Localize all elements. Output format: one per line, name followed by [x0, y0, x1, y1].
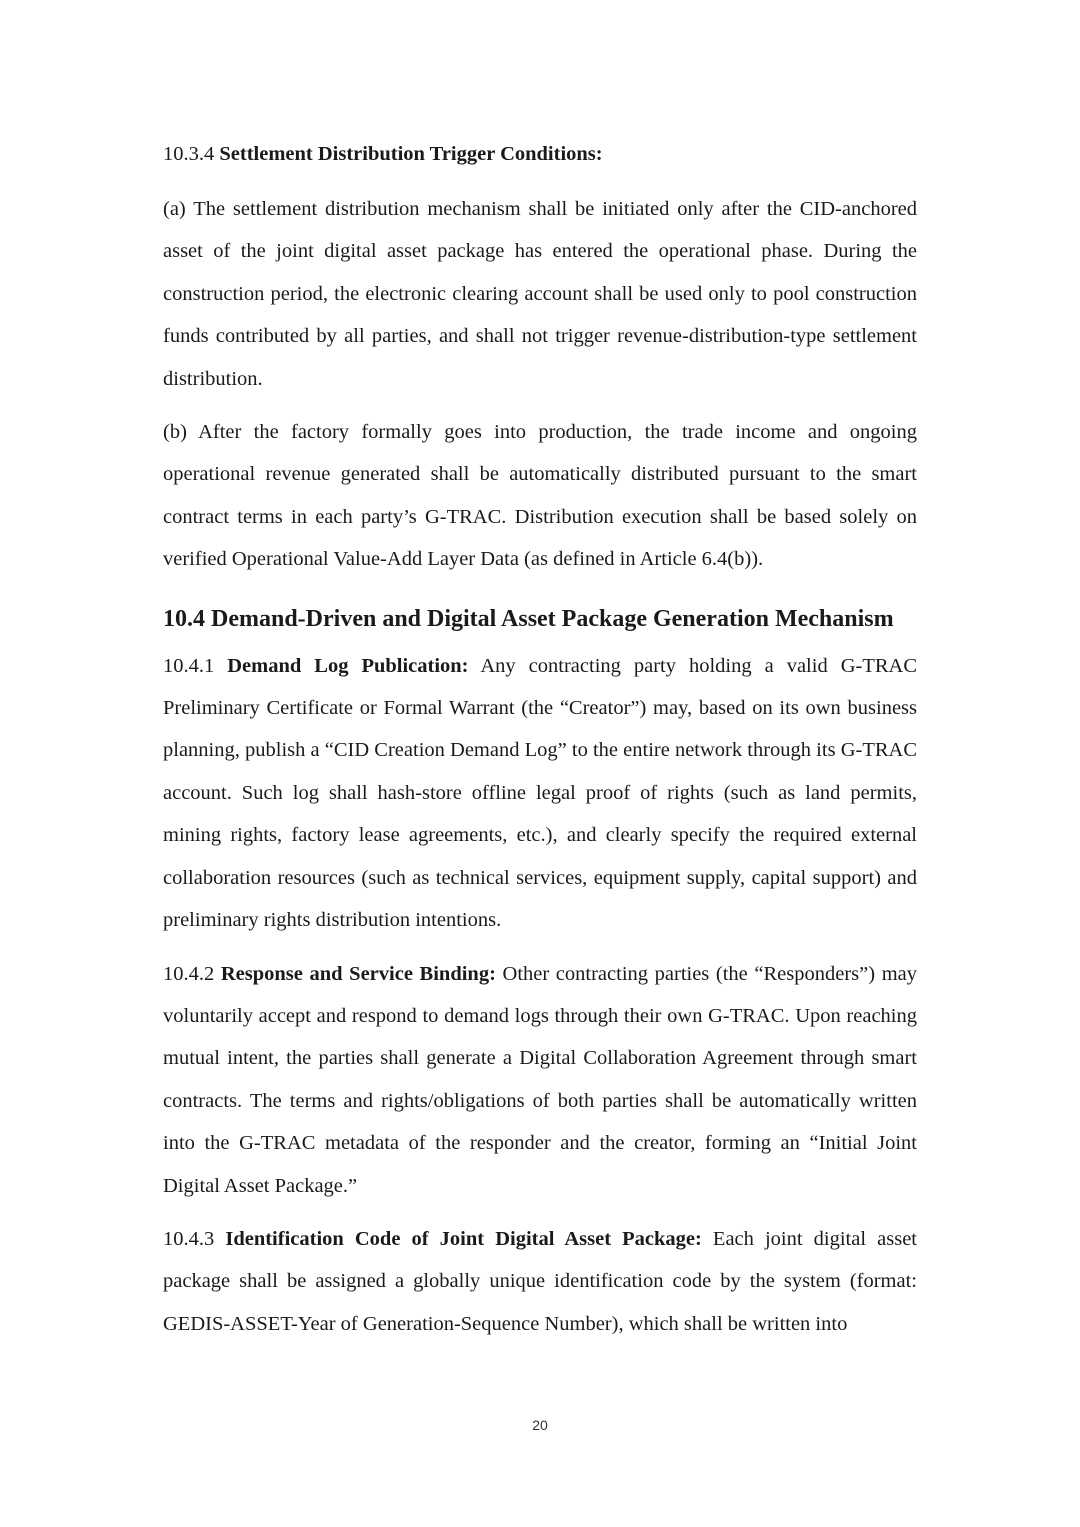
clause-title: Settlement Distribution Trigger Conditions: [219, 143, 603, 165]
clause-number: 10.4.2 [163, 962, 221, 985]
clause-number: 10.3.4 [163, 143, 220, 165]
section-heading-10-4: 10.4 Demand-Driven and Digital Asset Package Generation Mechanism [163, 605, 894, 632]
clause-10-4-1 [163, 645, 917, 942]
clause-body: Any contracting party holding a valid G-TRAC Preliminary Certificate or Formal Warrant (the “Creator”) may, based on its own business planning, publish a “CID Creation Demand Log” to the entire network through its G-TRAC account. Such log shall hash-store offline legal proof of rights (such as land permits, mining rights, factory lease agreements, etc.), and clearly specify the required external collaboration resources (such as technical services, equipment supply, capital support) and preliminary rights distribution intentions. [163, 654, 917, 932]
clause-number: 10.4.3 [163, 1227, 226, 1250]
clause-title: Identification Code of Joint Digital Asset Package: [225, 1227, 702, 1250]
paragraph-b: (b) After the factory formally goes into production, the trade income and ongoing operational revenue generated shall be automatically distributed pursuant to the smart contract terms in each party’s G-TRAC. Distribution execution shall be based solely on verified Operational Value-Add Layer Data (as defined in Article 6.4(b)). [163, 421, 917, 571]
document-page [163, 140, 917, 1356]
clause-10-4-3 [163, 1218, 917, 1345]
clause-body: Other contracting parties (the “Responders”) may voluntarily accept and respond to demand logs through their own G-TRAC. Upon reaching mutual intent, the parties shall generate a Digital Collaboration Agreement through smart contracts. The terms and rights/obligations of both parties shall be automatically written into the G-TRAC metadata of the responder and the creator, forming an “Initial Joint Digital Asset Package.” [163, 962, 917, 1197]
paragraph-a: (a) The settlement distribution mechanism shall be initiated only after the CID-anchored asset of the joint digital asset package has entered the operational phase. During the construction period, the electronic clearing account shall be used only to pool construction funds contributed by all parties, and shall not trigger revenue-distribution-type settlement distribution. [163, 198, 917, 390]
clause-10-3-4 [163, 140, 917, 168]
clause-title: Response and Service Binding: [220, 962, 496, 985]
page-number: 20 [532, 1417, 548, 1433]
clause-number: 10.4.1 [163, 654, 228, 677]
clause-10-4-2 [163, 953, 917, 1207]
clause-title: Demand Log Publication: [227, 654, 469, 677]
clause-body: Each joint digital asset package shall be assigned a globally unique identification code by the system (format: GEDIS-ASSET-Year of Generation-Sequence Number), which shall be written into [163, 1227, 917, 1335]
